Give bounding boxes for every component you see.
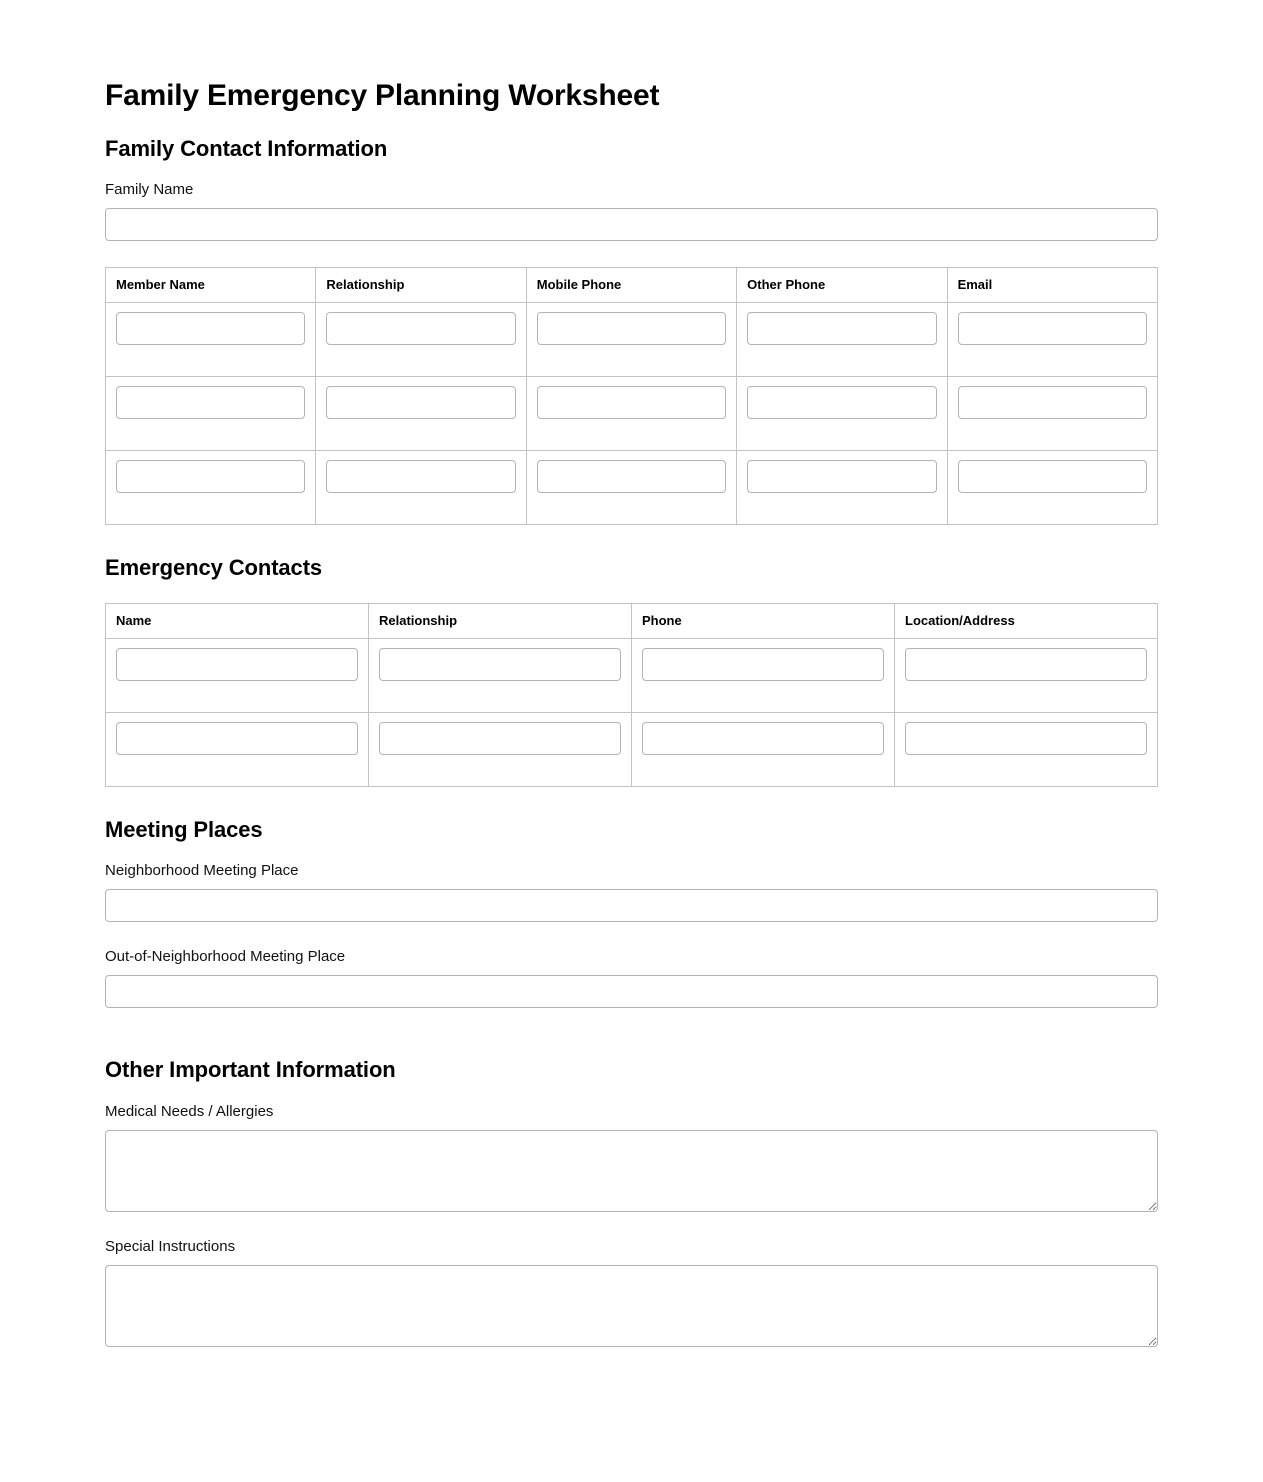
neighborhood-meeting-place-label: Neighborhood Meeting Place <box>105 862 299 880</box>
email-input-row-3[interactable] <box>958 460 1147 493</box>
contact-name-input-row-2[interactable] <box>116 722 358 755</box>
family-name-input[interactable] <box>105 208 1158 241</box>
family-name-label: Family Name <box>105 181 194 199</box>
mobile-phone-input-row-2[interactable] <box>537 386 726 419</box>
cell-other-phone <box>737 377 947 451</box>
contact-location-input-row-2[interactable] <box>905 722 1147 755</box>
cell-location-address <box>895 638 1158 712</box>
section-heading-emergency-contacts: Emergency Contacts <box>105 555 323 581</box>
contact-relationship-input-row-2[interactable] <box>379 722 621 755</box>
section-family-contact-information <box>105 136 1158 525</box>
column-header-relationship: Relationship <box>316 268 526 303</box>
other-phone-input-row-1[interactable] <box>747 312 936 345</box>
medical-needs-allergies-textarea[interactable] <box>105 1130 1158 1212</box>
member-name-input-row-2[interactable] <box>116 386 305 419</box>
family-members-table-head <box>106 268 1158 303</box>
cell-location-address <box>895 712 1158 786</box>
section-heading-family-contact-information: Family Contact Information <box>105 136 388 161</box>
emergency-contacts-table <box>105 603 1158 787</box>
cell-email <box>947 303 1157 377</box>
contact-name-input-row-1[interactable] <box>116 648 358 681</box>
worksheet-content <box>105 78 1158 1347</box>
special-instructions-label: Special Instructions <box>105 1237 236 1255</box>
section-meeting-places <box>105 817 1158 1008</box>
cell-mobile-phone <box>526 377 736 451</box>
cell-relationship <box>369 712 632 786</box>
email-input-row-1[interactable] <box>958 312 1147 345</box>
other-phone-input-row-2[interactable] <box>747 386 936 419</box>
column-header-email: Email <box>947 268 1157 303</box>
cell-relationship <box>316 377 526 451</box>
table-header-row <box>106 603 1158 638</box>
cell-phone <box>632 712 895 786</box>
cell-relationship <box>316 451 526 525</box>
section-heading-other-important-information: Other Important Information <box>105 1057 396 1083</box>
neighborhood-meeting-place-input[interactable] <box>105 889 1158 922</box>
page-title: Family Emergency Planning Worksheet <box>105 79 660 112</box>
cell-name <box>106 712 369 786</box>
cell-relationship <box>316 303 526 377</box>
table-row <box>106 712 1158 786</box>
cell-other-phone <box>737 303 947 377</box>
contact-phone-input-row-2[interactable] <box>642 722 884 755</box>
table-row <box>106 451 1158 525</box>
mobile-phone-input-row-1[interactable] <box>537 312 726 345</box>
email-input-row-2[interactable] <box>958 386 1147 419</box>
out-of-neighborhood-meeting-place-input[interactable] <box>105 975 1158 1008</box>
family-members-table-body <box>106 303 1158 525</box>
member-name-input-row-3[interactable] <box>116 460 305 493</box>
cell-other-phone <box>737 451 947 525</box>
cell-mobile-phone <box>526 451 736 525</box>
out-of-neighborhood-meeting-place-label: Out-of-Neighborhood Meeting Place <box>105 948 346 966</box>
column-header-mobile-phone: Mobile Phone <box>526 268 736 303</box>
contact-location-input-row-1[interactable] <box>905 648 1147 681</box>
column-header-location-address: Location/Address <box>895 603 1158 638</box>
cell-name <box>106 638 369 712</box>
column-header-member-name: Member Name <box>106 268 316 303</box>
mobile-phone-input-row-3[interactable] <box>537 460 726 493</box>
cell-phone <box>632 638 895 712</box>
cell-email <box>947 377 1157 451</box>
contact-relationship-input-row-1[interactable] <box>379 648 621 681</box>
cell-mobile-phone <box>526 303 736 377</box>
family-members-table <box>105 267 1158 525</box>
table-header-row <box>106 268 1158 303</box>
cell-relationship <box>369 638 632 712</box>
contact-phone-input-row-1[interactable] <box>642 648 884 681</box>
cell-member-name <box>106 377 316 451</box>
relationship-input-row-1[interactable] <box>326 312 515 345</box>
relationship-input-row-2[interactable] <box>326 386 515 419</box>
table-row <box>106 638 1158 712</box>
emergency-contacts-table-body <box>106 638 1158 786</box>
cell-member-name <box>106 303 316 377</box>
table-row <box>106 377 1158 451</box>
column-header-relationship: Relationship <box>369 603 632 638</box>
column-header-other-phone: Other Phone <box>737 268 947 303</box>
other-phone-input-row-3[interactable] <box>747 460 936 493</box>
table-row <box>106 303 1158 377</box>
cell-member-name <box>106 451 316 525</box>
medical-needs-allergies-label: Medical Needs / Allergies <box>105 1102 274 1120</box>
relationship-input-row-3[interactable] <box>326 460 515 493</box>
column-header-name: Name <box>106 603 369 638</box>
member-name-input-row-1[interactable] <box>116 312 305 345</box>
column-header-phone: Phone <box>632 603 895 638</box>
section-other-important-information <box>105 1057 1158 1346</box>
special-instructions-textarea[interactable] <box>105 1265 1158 1347</box>
section-heading-meeting-places: Meeting Places <box>105 816 263 842</box>
cell-email <box>947 451 1157 525</box>
emergency-contacts-table-head <box>106 603 1158 638</box>
section-emergency-contacts <box>105 555 1158 786</box>
